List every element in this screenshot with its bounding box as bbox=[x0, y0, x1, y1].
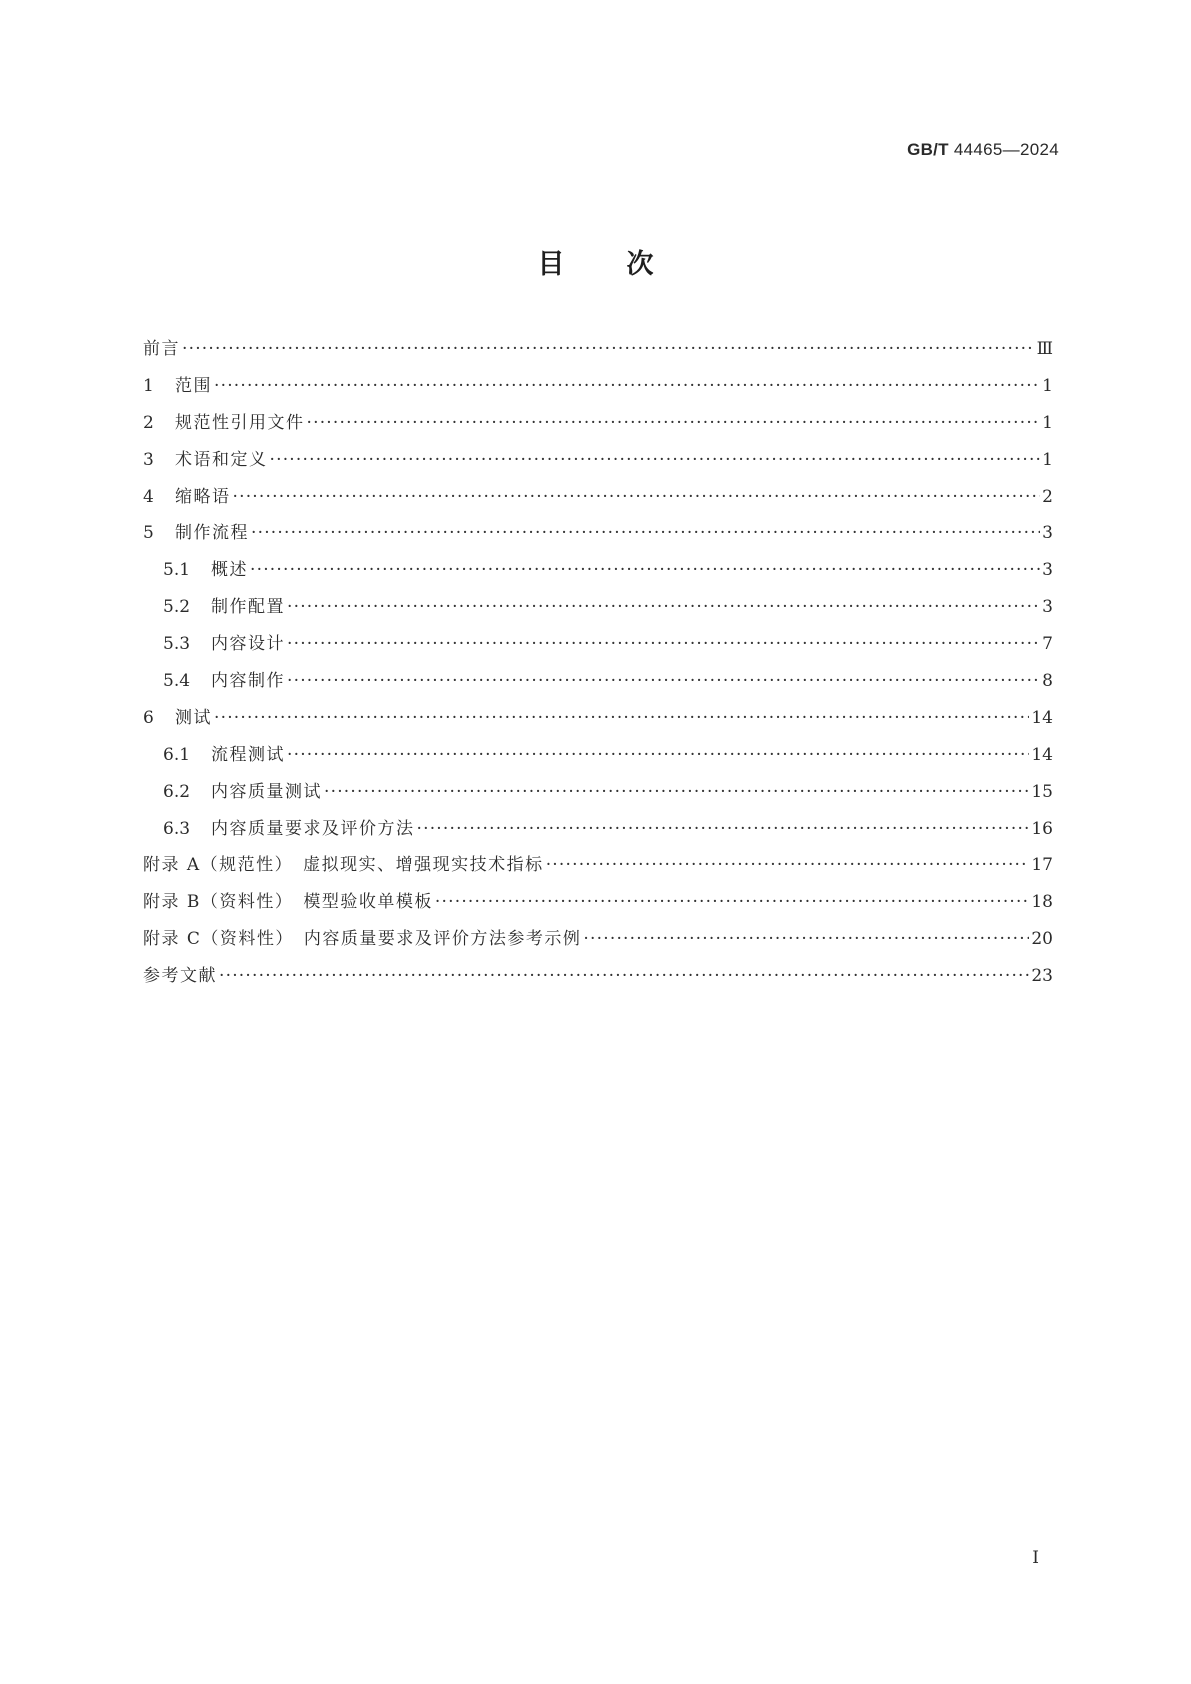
toc-entry-number: 5 bbox=[143, 523, 154, 544]
toc-entry-page: 14 bbox=[1031, 744, 1053, 765]
toc-entry[interactable] bbox=[143, 743, 1053, 780]
toc-entry[interactable] bbox=[143, 669, 1053, 706]
dot-leader bbox=[287, 669, 1040, 693]
dot-leader bbox=[250, 558, 1040, 582]
toc-entry-label: 前言 bbox=[143, 339, 180, 359]
toc-entry-page: 1 bbox=[1042, 375, 1053, 396]
dot-leader bbox=[435, 890, 1029, 914]
toc-entry[interactable] bbox=[143, 337, 1053, 374]
toc-entry[interactable] bbox=[143, 521, 1053, 558]
dot-leader bbox=[251, 521, 1040, 545]
toc-entry-label: 测试 bbox=[175, 707, 212, 728]
toc-entry-number: 4 bbox=[143, 486, 154, 507]
toc-entry[interactable] bbox=[143, 558, 1053, 595]
toc-entry-label: 附录 A（规范性） 虚拟现实、增强现实技术指标 bbox=[143, 855, 544, 876]
toc-entry[interactable] bbox=[143, 485, 1053, 522]
dot-leader bbox=[219, 964, 1029, 988]
standard-prefix: GB/T bbox=[907, 140, 949, 159]
toc-entry-label: 附录 B（资料性） 模型验收单模板 bbox=[143, 892, 433, 913]
toc-entry-label: 内容质量测试 bbox=[211, 781, 322, 802]
toc-entry-label: 规范性引用文件 bbox=[175, 412, 305, 433]
toc-entry-number: 1 bbox=[143, 375, 154, 396]
toc-entry-label: 流程测试 bbox=[211, 744, 285, 765]
dot-leader bbox=[270, 448, 1041, 472]
toc-entry-page: 16 bbox=[1031, 818, 1053, 839]
toc-entry-page: 3 bbox=[1042, 523, 1053, 544]
toc-entry-label: 制作配置 bbox=[211, 597, 285, 618]
toc-entry[interactable] bbox=[143, 817, 1053, 854]
toc-entry-number: 5.2 bbox=[163, 597, 191, 618]
table-of-contents bbox=[143, 337, 1053, 1001]
toc-entry-page: 8 bbox=[1042, 671, 1053, 692]
toc-entry-label: 范围 bbox=[175, 375, 212, 396]
toc-entry-page: 14 bbox=[1031, 707, 1053, 728]
toc-entry-label: 缩略语 bbox=[175, 486, 231, 507]
dot-leader bbox=[214, 706, 1029, 730]
toc-entry-number: 5.4 bbox=[163, 671, 191, 692]
toc-entry-label: 制作流程 bbox=[175, 523, 249, 544]
dot-leader bbox=[287, 632, 1040, 656]
toc-entry-page: 1 bbox=[1042, 412, 1053, 433]
toc-entry-page: Ⅲ bbox=[1036, 339, 1053, 359]
page-number: I bbox=[1032, 1548, 1039, 1568]
toc-entry-number: 5.1 bbox=[163, 560, 191, 581]
standard-number bbox=[907, 140, 1059, 160]
toc-entry[interactable] bbox=[143, 632, 1053, 669]
toc-entry-page: 15 bbox=[1031, 781, 1053, 802]
toc-entry-number: 5.3 bbox=[163, 634, 191, 655]
toc-entry-number: 6 bbox=[143, 707, 154, 728]
toc-entry-label: 概述 bbox=[211, 560, 248, 581]
toc-entry-label: 附录 C（资料性） 内容质量要求及评价方法参考示例 bbox=[143, 929, 582, 950]
dot-leader bbox=[324, 780, 1029, 804]
toc-entry-number: 6.3 bbox=[163, 818, 191, 839]
dot-leader bbox=[182, 337, 1035, 361]
toc-entry[interactable] bbox=[143, 448, 1053, 485]
dot-leader bbox=[307, 411, 1041, 435]
dot-leader bbox=[214, 374, 1040, 398]
toc-entry-label: 参考文献 bbox=[143, 966, 217, 987]
toc-entry[interactable] bbox=[143, 964, 1053, 1001]
toc-entry[interactable] bbox=[143, 853, 1053, 890]
dot-leader bbox=[287, 595, 1040, 619]
dot-leader bbox=[546, 853, 1030, 877]
toc-entry-page: 2 bbox=[1042, 486, 1053, 507]
toc-entry-page: 3 bbox=[1042, 560, 1053, 581]
toc-entry-number: 3 bbox=[143, 449, 154, 470]
dot-leader bbox=[287, 743, 1029, 767]
toc-entry[interactable] bbox=[143, 780, 1053, 817]
toc-entry-number: 2 bbox=[143, 412, 154, 433]
toc-entry-page: 23 bbox=[1031, 966, 1053, 987]
dot-leader bbox=[233, 485, 1041, 509]
toc-entry-page: 1 bbox=[1042, 449, 1053, 470]
toc-entry-label: 内容设计 bbox=[211, 634, 285, 655]
dot-leader bbox=[583, 927, 1029, 951]
toc-entry-page: 18 bbox=[1031, 892, 1053, 913]
toc-entry-label: 内容质量要求及评价方法 bbox=[211, 818, 415, 839]
toc-entry-number: 6.2 bbox=[163, 781, 191, 802]
toc-entry[interactable] bbox=[143, 927, 1053, 964]
dot-leader bbox=[417, 817, 1030, 841]
toc-entry[interactable] bbox=[143, 374, 1053, 411]
toc-entry-page: 20 bbox=[1031, 929, 1053, 950]
toc-entry-label: 内容制作 bbox=[211, 671, 285, 692]
toc-entry-label: 术语和定义 bbox=[175, 449, 268, 470]
toc-entry[interactable] bbox=[143, 411, 1053, 448]
toc-entry-page: 7 bbox=[1042, 634, 1053, 655]
toc-entry-page: 3 bbox=[1042, 597, 1053, 618]
toc-entry-page: 17 bbox=[1031, 855, 1053, 876]
toc-entry[interactable] bbox=[143, 595, 1053, 632]
toc-title: 目次 bbox=[537, 249, 716, 280]
toc-entry[interactable] bbox=[143, 706, 1053, 743]
toc-entry[interactable] bbox=[143, 890, 1053, 927]
standard-code: 44465—2024 bbox=[953, 140, 1059, 159]
toc-entry-number: 6.1 bbox=[163, 744, 191, 765]
